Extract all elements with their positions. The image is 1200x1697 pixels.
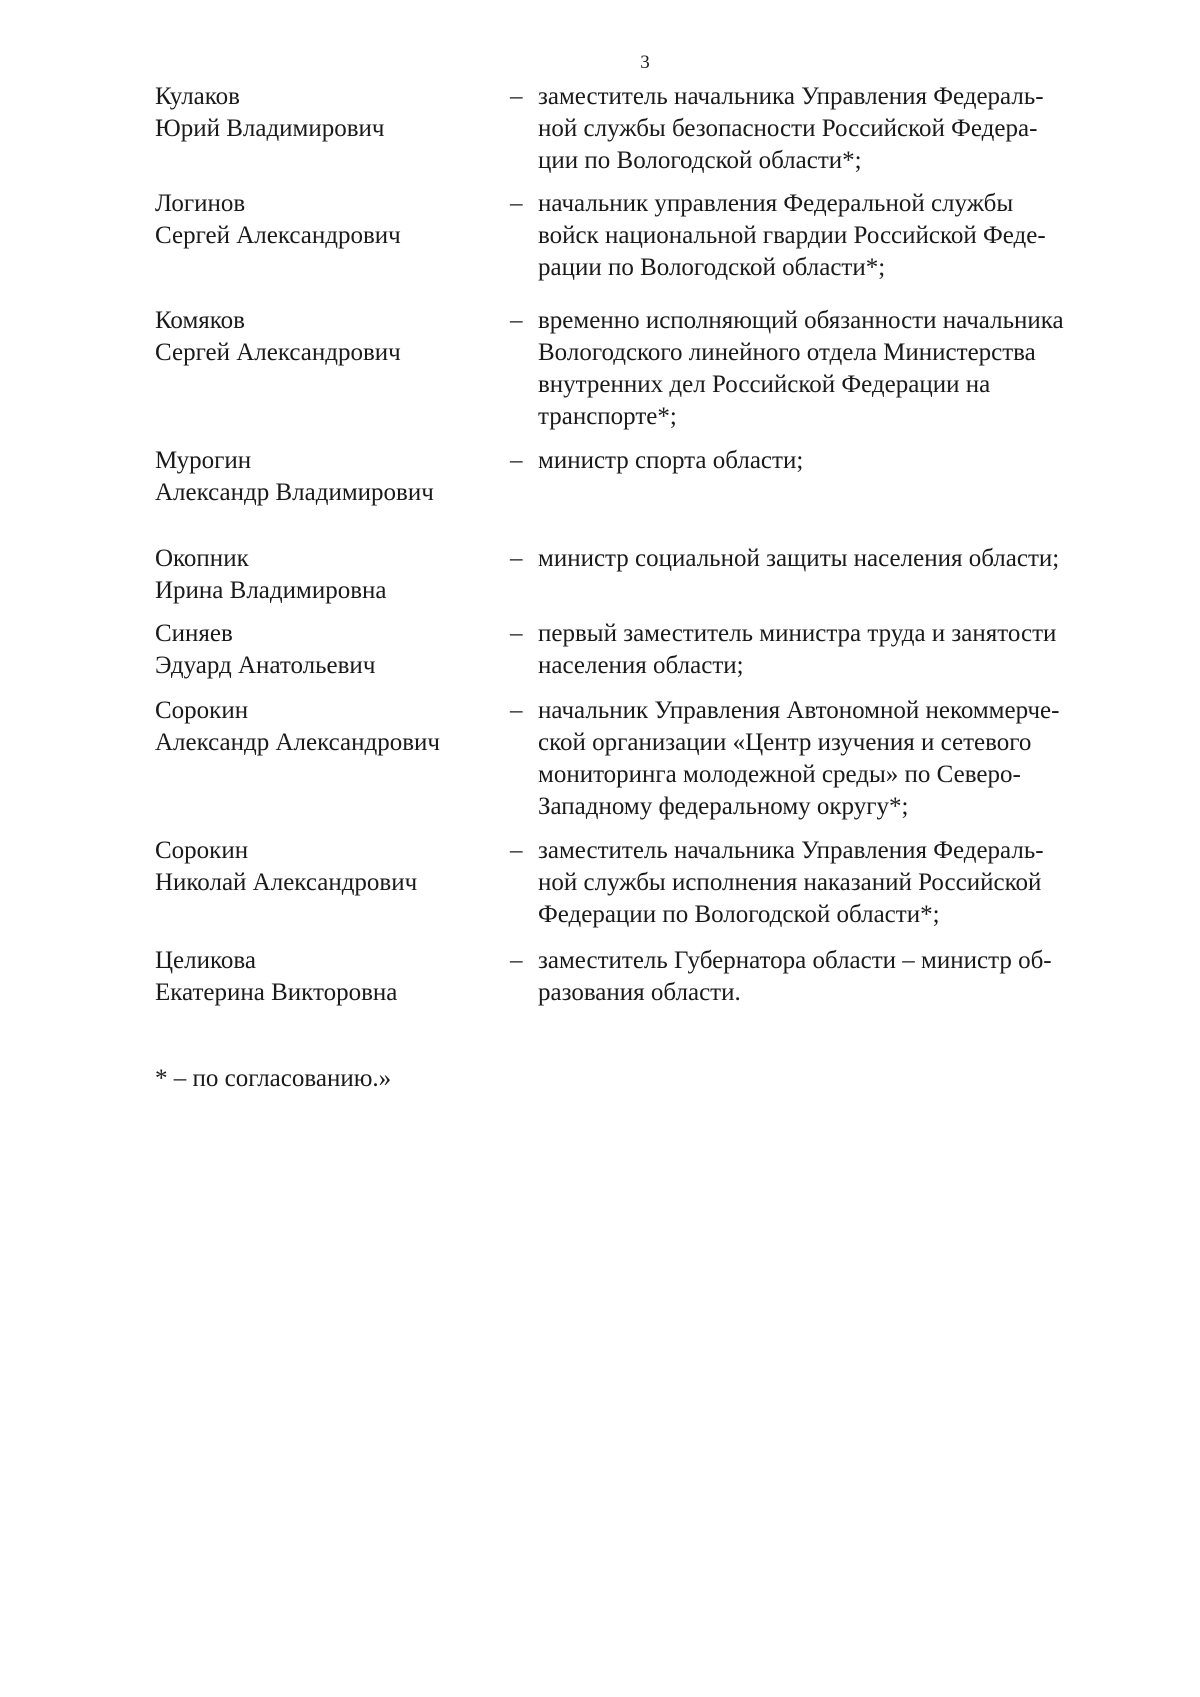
position-line: внутренних дел Российской Федерации на	[538, 371, 991, 398]
position-line: ции по Вологодской области*;	[538, 147, 862, 174]
position-line: заместитель Губернатора области – министр об-	[538, 947, 1052, 974]
member-surname: Комяков	[155, 307, 245, 334]
member-position	[538, 188, 1145, 284]
member-entry-sorokin-nikolay	[155, 835, 1145, 931]
member-position	[538, 445, 1145, 509]
member-given-names: Сергей Александрович	[155, 339, 401, 366]
position-line: транспорте*;	[538, 403, 677, 430]
member-position	[538, 81, 1145, 177]
position-line: рации по Вологодской области*;	[538, 254, 886, 281]
member-surname: Кулаков	[155, 83, 240, 110]
position-line: разования области.	[538, 979, 741, 1006]
position-line: Вологодского линейного отдела Министерства	[538, 339, 1036, 366]
member-entry-kulakov	[155, 81, 1145, 177]
member-surname: Сорокин	[155, 837, 249, 864]
position-line: министр спорта области;	[538, 447, 804, 474]
page-number: 3	[640, 52, 650, 73]
member-name	[155, 81, 510, 177]
member-entry-tselikova	[155, 945, 1145, 1009]
member-position	[538, 618, 1145, 682]
member-given-names: Николай Александрович	[155, 869, 418, 896]
member-given-names: Александр Александрович	[155, 729, 440, 756]
member-surname: Целикова	[155, 947, 256, 974]
dash-separator: –	[510, 620, 523, 647]
member-name	[155, 945, 510, 1009]
footnote: * – по согласованию.»	[155, 1065, 392, 1092]
position-line: войск национальной гвардии Российской Феде-	[538, 222, 1046, 249]
position-line: ской организации «Центр изучения и сетевого	[538, 729, 1032, 756]
member-name	[155, 695, 510, 823]
position-line: начальник управления Федеральной службы	[538, 190, 1014, 217]
dash-separator: –	[510, 83, 523, 110]
member-name	[155, 618, 510, 682]
position-line: заместитель начальника Управления Федераль-	[538, 83, 1044, 110]
member-position	[538, 945, 1145, 1009]
position-line: ной службы исполнения наказаний Российской	[538, 869, 1042, 896]
member-surname: Сорокин	[155, 697, 249, 724]
dash-separator: –	[510, 837, 523, 864]
member-given-names: Ирина Владимировна	[155, 577, 387, 604]
member-position	[538, 835, 1145, 931]
member-name	[155, 543, 510, 607]
member-given-names: Эдуард Анатольевич	[155, 652, 376, 679]
member-entry-sinyaev	[155, 618, 1145, 682]
member-name	[155, 835, 510, 931]
dash-separator: –	[510, 947, 523, 974]
position-line: мониторинга молодежной среды» по Северо-	[538, 761, 1021, 788]
member-position	[538, 695, 1145, 823]
member-given-names: Екатерина Викторовна	[155, 979, 398, 1006]
member-surname: Логинов	[155, 190, 246, 217]
member-name	[155, 188, 510, 284]
member-surname: Мурогин	[155, 447, 252, 474]
member-entry-sorokin-aleksandr	[155, 695, 1145, 823]
position-line: министр социальной защиты населения области;	[538, 545, 1060, 572]
member-given-names: Сергей Александрович	[155, 222, 401, 249]
member-surname: Синяев	[155, 620, 233, 647]
member-given-names: Александр Владимирович	[155, 479, 434, 506]
dash-separator: –	[510, 190, 523, 217]
member-entry-komyakov	[155, 305, 1145, 433]
position-line: временно исполняющий обязанности начальника	[538, 307, 1064, 334]
dash-separator: –	[510, 447, 523, 474]
position-line: заместитель начальника Управления Федераль-	[538, 837, 1044, 864]
position-line: начальник Управления Автономной некоммерче-	[538, 697, 1060, 724]
member-entry-okopnik	[155, 543, 1145, 607]
position-line: Федерации по Вологодской области*;	[538, 901, 940, 928]
member-surname: Окопник	[155, 545, 249, 572]
member-position	[538, 543, 1145, 607]
member-given-names: Юрий Владимирович	[155, 115, 385, 142]
member-name	[155, 305, 510, 433]
dash-separator: –	[510, 545, 523, 572]
position-line: Западному федеральному округу*;	[538, 793, 909, 820]
member-entry-loginov	[155, 188, 1145, 284]
member-position	[538, 305, 1145, 433]
position-line: первый заместитель министра труда и занятости	[538, 620, 1057, 647]
member-name	[155, 445, 510, 509]
member-entry-murogin	[155, 445, 1145, 509]
dash-separator: –	[510, 307, 523, 334]
position-line: населения области;	[538, 652, 744, 679]
dash-separator: –	[510, 697, 523, 724]
position-line: ной службы безопасности Российской Федера-	[538, 115, 1038, 142]
